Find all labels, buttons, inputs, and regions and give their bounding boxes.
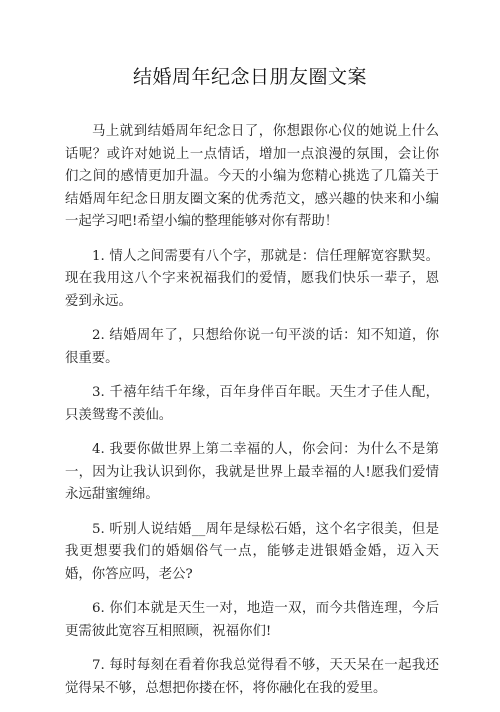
- wish-paragraph-6: 6. 你们本就是天生一对，地造一双，而今共偕连理，今后更需彼此宽容互相照顾，祝福你们!: [65, 601, 439, 639]
- document-body: [65, 121, 439, 712]
- document-title: 结婚周年纪念日朋友圈文案: [132, 66, 367, 88]
- wish-paragraph-5: 5. 听别人说结婚__周年是绿松石婚，这个名字很美，但是我更想要我们的婚姻俗气一点，能够走进银婚金婚，迈入天婚，你答应吗，老公?: [65, 521, 439, 582]
- wish-paragraph-3: 3. 千禧年结千年缘，百年身伴百年眠。天生才子佳人配，只羡鸳鸯不羡仙。: [65, 385, 439, 423]
- wish-paragraph-1: 1. 情人之间需要有八个字，那就是：信任理解宽容默契。现在我用这八个字来祝福我们的爱情，愿我们快乐一辈子，恩爱到永远。: [65, 248, 439, 309]
- wish-paragraph-2: 2. 结婚周年了，只想给你说一句平淡的话：知不知道，你很重要。: [65, 328, 439, 366]
- wish-paragraph-7: 7. 每时每刻在看着你我总觉得看不够，天天呆在一起我还觉得呆不够，总想把你搂在怀，将你融化在我的爱里。: [65, 658, 439, 696]
- intro-paragraph: 马上就到结婚周年纪念日了，你想跟你心仪的她说上什么话呢？或许对她说上一点情话，增加一点浪漫的氛围，会让你们之间的感情更加升温。今天的小编为您精心挑选了几篇关于结婚周年纪念日朋友圈文案的优秀范文，感兴趣的快来和小编一起学习吧!希望小编的整理能够对你有帮助！: [65, 124, 439, 229]
- wish-paragraph-4: 4. 我要你做世界上第二幸福的人，你会问：为什么不是第一，因为让我认识到你，我就是世界上最幸福的人!愿我们爱情永远甜蜜缠绵。: [65, 442, 439, 502]
